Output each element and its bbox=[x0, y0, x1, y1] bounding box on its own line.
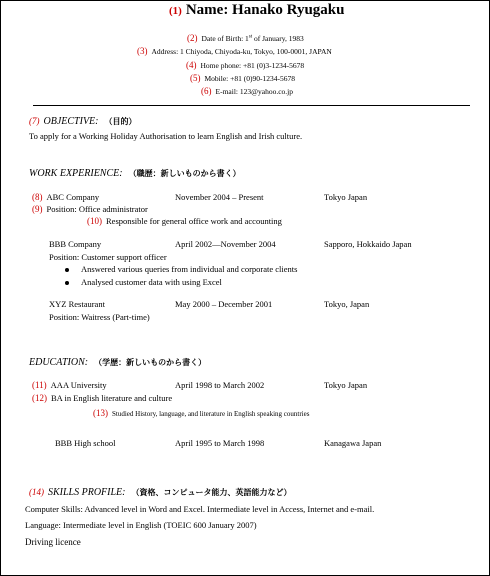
job-2-duty-1: Answered various queries from individual and corporate clients bbox=[81, 264, 298, 274]
dob-row bbox=[187, 33, 304, 43]
home-phone-row bbox=[186, 60, 304, 70]
mobile-row bbox=[190, 73, 295, 83]
job-3-company: XYZ Restaurant bbox=[49, 299, 105, 309]
marker-2: (2) bbox=[187, 33, 198, 43]
job-2-dates: April 2002—November 2004 bbox=[175, 239, 276, 249]
school-2-dates: April 1995 to March 1998 bbox=[175, 438, 265, 448]
job-2-company: BBB Company bbox=[49, 239, 102, 249]
work-experience-heading: WORK EXPERIENCE: （職歴：新しいものから書く） bbox=[29, 168, 241, 179]
job-2-position: Position: Customer support officer bbox=[49, 252, 167, 262]
header-divider bbox=[33, 105, 470, 106]
job-1-dates: November 2004 – Present bbox=[175, 192, 264, 202]
school-1-location: Tokyo Japan bbox=[324, 380, 368, 390]
resume-title-row bbox=[169, 2, 345, 19]
job-2-location: Sapporo, Hokkaido Japan bbox=[324, 239, 412, 249]
school-1-degree: (12) BA in English literature and culture bbox=[32, 393, 173, 403]
resume-title: Name: Hanako Ryugaku bbox=[185, 2, 345, 18]
school-1-name: (11) AAA University bbox=[32, 380, 107, 390]
skills-driving: Driving licence bbox=[25, 537, 81, 547]
education-heading: EDUCATION: （学歴：新しいものから書く） bbox=[29, 357, 207, 368]
marker-6: (6) bbox=[201, 86, 212, 96]
job-1-location: Tokyo Japan bbox=[324, 192, 368, 202]
school-1-dates: April 1998 to March 2002 bbox=[175, 380, 265, 390]
objective-heading: (7) OBJECTIVE: （目的） bbox=[29, 116, 137, 127]
bullet bbox=[65, 268, 69, 272]
home-phone: Home phone: +81 (0)3-1234-5678 bbox=[200, 61, 305, 70]
date-of-birth: Date of Birth: 1st of January, 1983 bbox=[201, 34, 304, 43]
marker-1: (1) bbox=[169, 5, 182, 17]
job-1-company: (8) ABC Company bbox=[32, 192, 100, 202]
job-3-dates: May 2000 – December 2001 bbox=[175, 299, 273, 309]
job-3-position: Position: Waitress (Part-time) bbox=[49, 312, 150, 322]
address-row bbox=[137, 46, 332, 56]
school-2-name: BBB High school bbox=[55, 438, 116, 448]
address: Address: 1 Chiyoda, Chiyoda-ku, Tokyo, 100-0001, JAPAN bbox=[151, 47, 332, 56]
mobile-phone: Mobile: +81 (0)90-1234-5678 bbox=[204, 74, 295, 83]
objective-text: To apply for a Working Holiday Authorisation to learn English and Irish culture. bbox=[29, 131, 303, 141]
marker-3: (3) bbox=[137, 46, 148, 56]
email: E-mail: 123@yahoo.co.jp bbox=[215, 87, 294, 96]
skills-computer: Computer Skills: Advanced level in Word and Excel. Intermediate level in Access, Internet and e-mail. bbox=[25, 504, 375, 514]
marker-5: (5) bbox=[190, 73, 201, 83]
job-2-duty-2: Analysed customer data with using Excel bbox=[81, 277, 222, 287]
marker-4: (4) bbox=[186, 60, 197, 70]
job-1-duty: (10) Responsible for general office work and accounting bbox=[87, 216, 282, 226]
school-1-detail: (13) Studied History, language, and literature in English speaking countries bbox=[93, 408, 310, 418]
bullet bbox=[65, 281, 69, 285]
school-2-location: Kanagawa Japan bbox=[324, 438, 382, 448]
skills-heading: (14) SKILLS PROFILE: （資格、コンピュータ能力、英語能力など） bbox=[29, 487, 292, 498]
job-1-position: (9) Position: Office administrator bbox=[32, 204, 148, 214]
marker-7: (7) bbox=[29, 116, 40, 126]
job-3-location: Tokyo, Japan bbox=[324, 299, 370, 309]
skills-language: Language: Intermediate level in English (TOEIC 600 January 2007) bbox=[25, 520, 257, 530]
email-row bbox=[201, 86, 293, 96]
